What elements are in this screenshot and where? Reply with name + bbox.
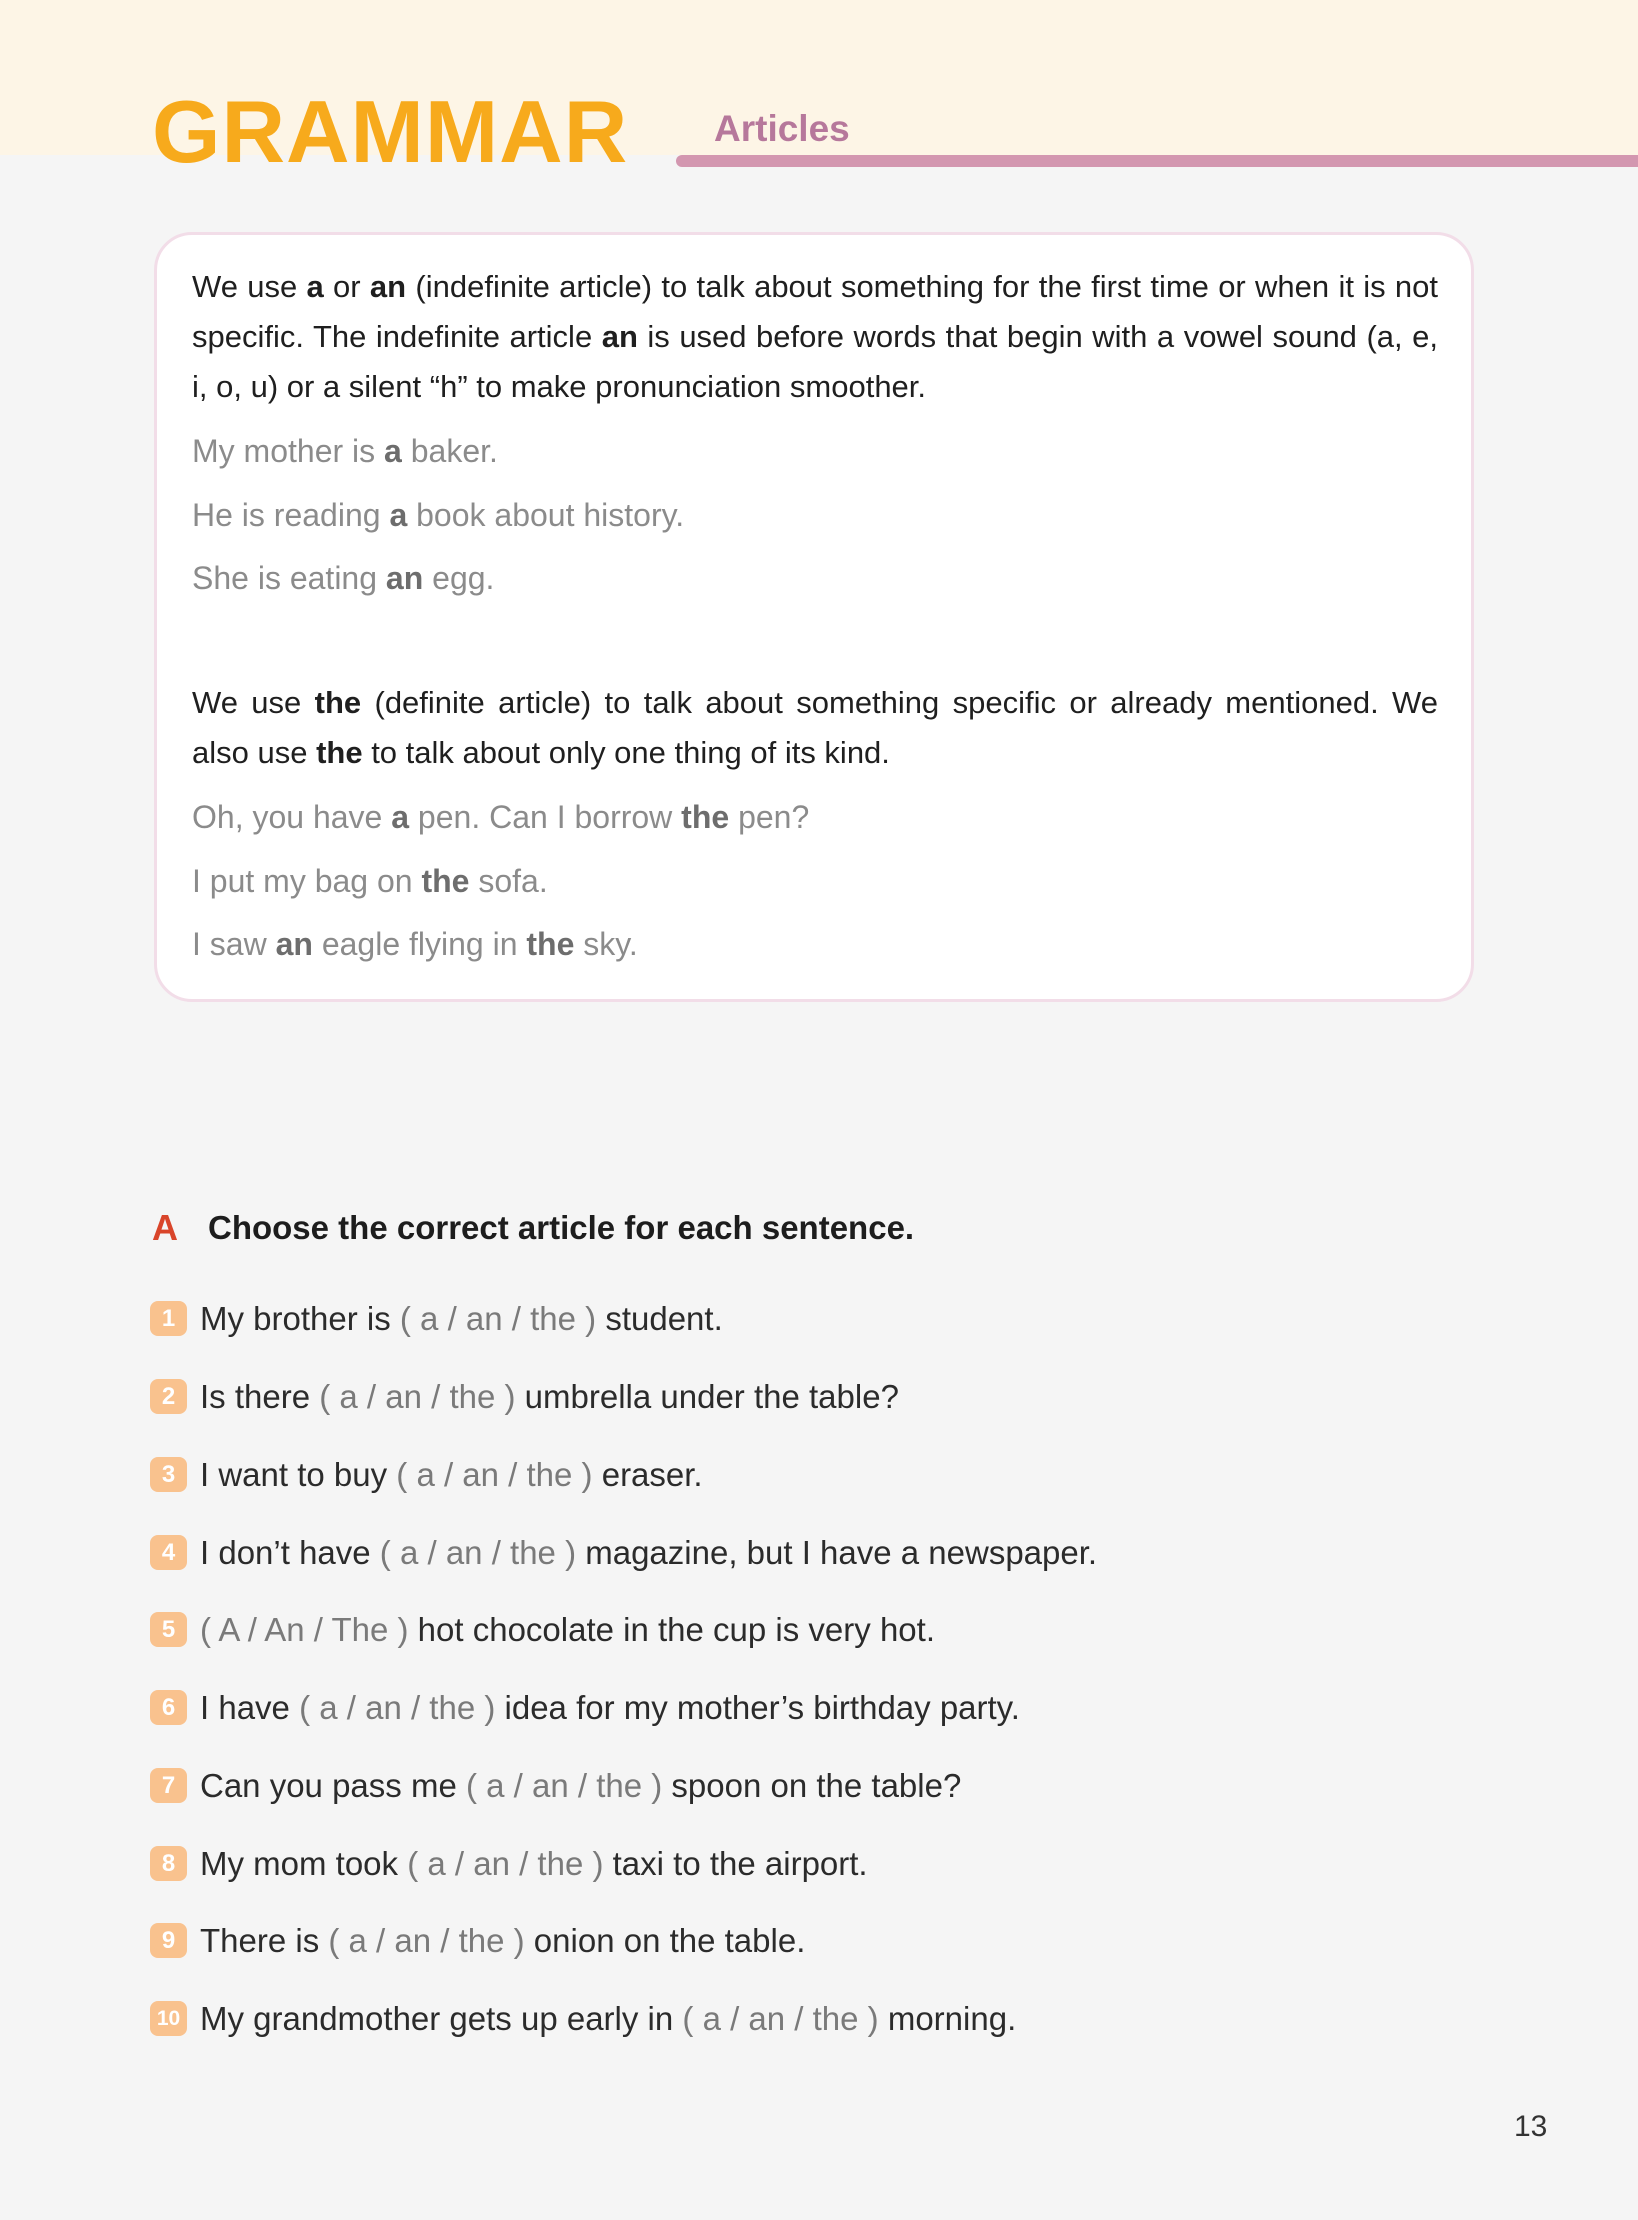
article-choices[interactable]: ( A / An / The ) — [200, 1611, 409, 1648]
item-number-badge: 3 — [150, 1457, 187, 1492]
item-sentence: I have ( a / an / the ) idea for my mother’s birthday party. — [200, 1689, 1020, 1726]
item-number-badge: 7 — [150, 1768, 187, 1803]
page-number: 13 — [1514, 2110, 1548, 2143]
example-sentence: He is reading a book about history. — [192, 497, 685, 533]
example-sentence: She is eating an egg. — [192, 560, 495, 596]
item-number-badge: 6 — [150, 1690, 187, 1725]
item-sentence: My brother is ( a / an / the ) student. — [200, 1300, 723, 1337]
example-sentence: I saw an eagle flying in the sky. — [192, 926, 638, 962]
definite-article-explanation: We use the (definite article) to talk about something specific or already mentioned. We also use the to talk about only one thing of its kind. — [192, 685, 1438, 770]
item-sentence: My mom took ( a / an / the ) taxi to the airport. — [200, 1845, 868, 1882]
exercise-letter: A — [152, 1207, 178, 1248]
item-number-badge: 1 — [150, 1301, 187, 1336]
indefinite-article-explanation: We use a or an (indefinite article) to talk about something for the first time or when it is not specific. The indefinite article an is used before words that begin with a vowel sound (a, e, i, o, u) or a silent “h” to make pronunciation smoother. — [192, 269, 1439, 404]
example-sentence: Oh, you have a pen. Can I borrow the pen? — [192, 799, 810, 835]
article-choices[interactable]: ( a / an / the ) — [399, 1300, 597, 1337]
item-sentence: ( A / An / The ) hot chocolate in the cup is very hot. — [200, 1611, 935, 1648]
item-sentence: Can you pass me ( a / an / the ) spoon on the table? — [200, 1767, 962, 1804]
item-sentence: Is there ( a / an / the ) umbrella under the table? — [200, 1378, 899, 1415]
item-number-badge: 8 — [150, 1846, 187, 1881]
item-sentence: My grandmother gets up early in ( a / an / the ) morning. — [200, 2000, 1017, 2037]
article-choices[interactable]: ( a / an / the ) — [407, 1845, 604, 1882]
example-sentence: My mother is a baker. — [192, 433, 498, 469]
article-choices[interactable]: ( a / an / the ) — [319, 1378, 516, 1415]
item-number-badge: 10 — [150, 2001, 187, 2036]
title-underline — [676, 155, 1638, 167]
item-sentence: I want to buy ( a / an / the ) eraser. — [200, 1456, 703, 1493]
item-number-badge: 9 — [150, 1923, 187, 1958]
exercise-instruction: Choose the correct article for each sentence. — [208, 1209, 915, 1246]
item-number-badge: 2 — [150, 1379, 187, 1414]
article-choices[interactable]: ( a / an / the ) — [299, 1689, 496, 1726]
page-subtitle: Articles — [714, 108, 850, 149]
article-choices[interactable]: ( a / an / the ) — [379, 1534, 577, 1571]
item-number-badge: 4 — [150, 1535, 187, 1570]
article-choices[interactable]: ( a / an / the ) — [328, 1922, 525, 1959]
item-number-badge: 5 — [150, 1612, 187, 1647]
article-choices[interactable]: ( a / an / the ) — [682, 2000, 879, 2037]
item-sentence: There is ( a / an / the ) onion on the table. — [200, 1922, 806, 1959]
article-choices[interactable]: ( a / an / the ) — [465, 1767, 663, 1804]
page-title: GRAMMAR — [152, 82, 629, 181]
article-choices[interactable]: ( a / an / the ) — [396, 1456, 593, 1493]
item-sentence: I don’t have ( a / an / the ) magazine, but I have a newspaper. — [200, 1534, 1098, 1571]
example-sentence: I put my bag on the sofa. — [192, 863, 548, 899]
